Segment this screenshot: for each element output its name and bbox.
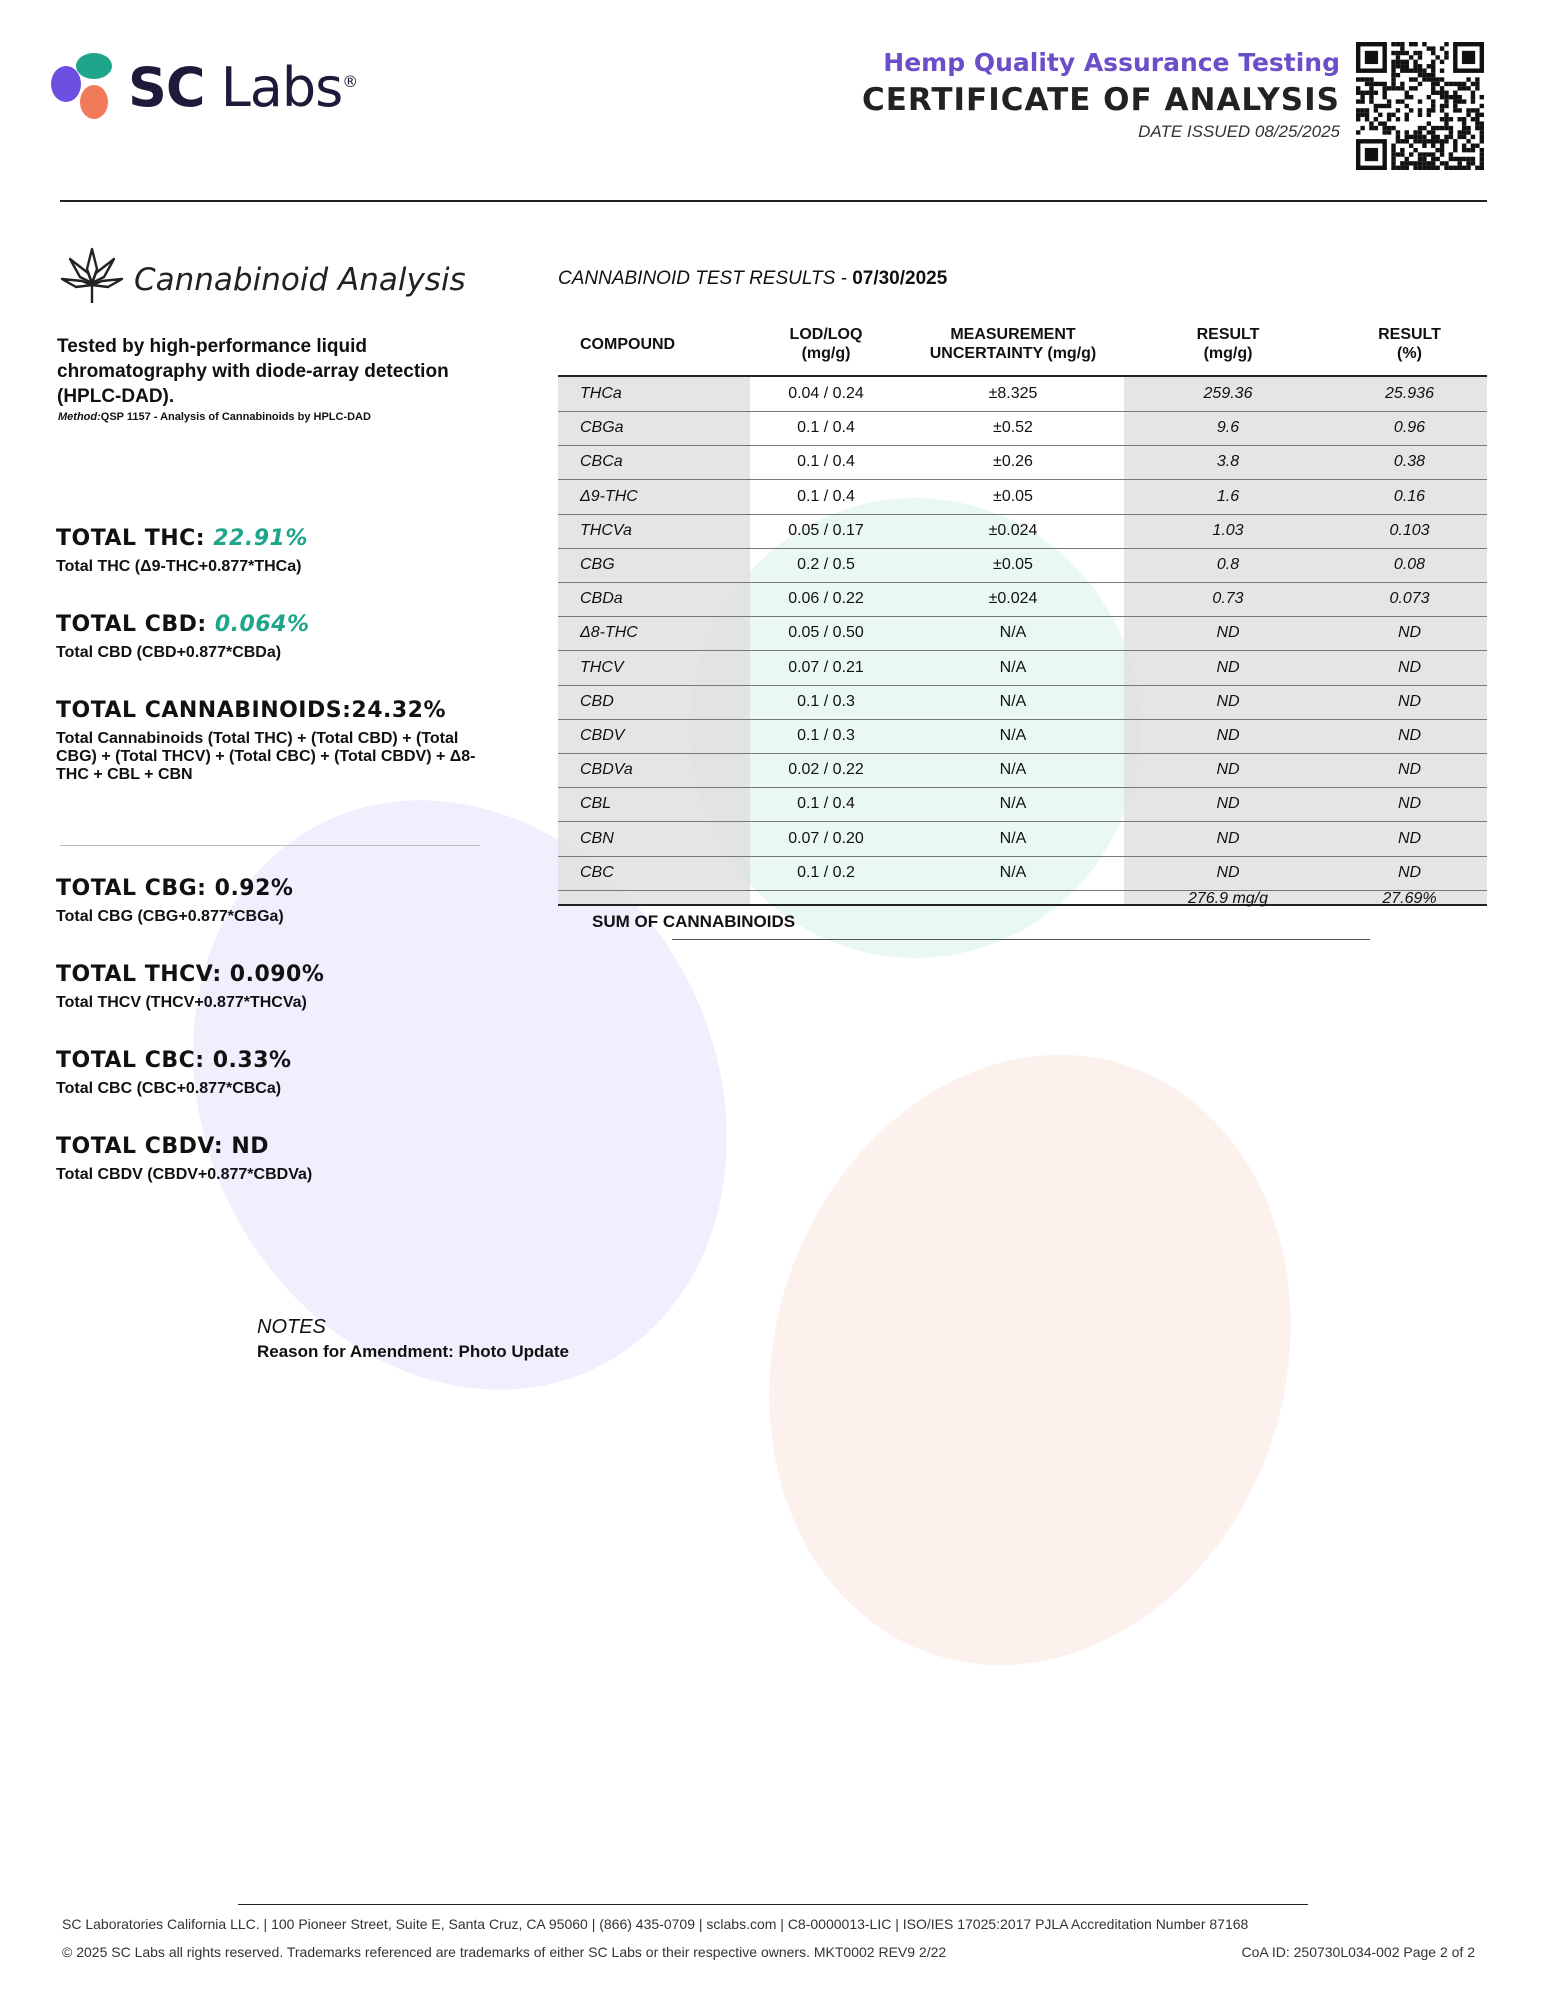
cell-lodloq: 0.02 / 0.22 <box>788 761 864 779</box>
cell-compound: CBG <box>580 556 615 573</box>
notes-text: Reason for Amendment: Photo Update <box>257 1342 569 1361</box>
method-line <box>58 411 371 423</box>
table-row <box>558 445 1487 480</box>
brand-bold: SC <box>128 56 205 119</box>
total-formula: Total CBDV (CBDV+0.877*CBDVa) <box>56 1166 313 1183</box>
cell-uncertainty: ±8.325 <box>988 385 1038 402</box>
cell-result-pct: ND <box>1397 863 1422 881</box>
total-heading <box>56 526 308 551</box>
cell-uncertainty: ±0.024 <box>988 590 1038 608</box>
cell-uncertainty: ±0.05 <box>993 487 1033 505</box>
qr-code-icon[interactable] <box>1356 42 1484 170</box>
cell-result-pct: 0.08 <box>1393 556 1426 573</box>
section-title: Cannabinoid Analysis <box>134 262 466 298</box>
total-formula: Total CBG (CBG+0.877*CBGa) <box>56 908 284 925</box>
brand-light: Labs <box>204 56 343 119</box>
cell-uncertainty: N/A <box>999 863 1027 881</box>
total-label: TOTAL CBG: <box>56 876 215 901</box>
sum-pct: 27.69% <box>1382 890 1437 907</box>
cell-lodloq: 0.2 / 0.5 <box>797 556 855 573</box>
qr-code[interactable] <box>1356 42 1484 170</box>
total-formula: Total CBC (CBC+0.877*CBCa) <box>56 1080 282 1097</box>
total-value: 0.33% <box>212 1048 292 1073</box>
total-value: ND <box>231 1134 270 1159</box>
total-formula: Total CBD (CBD+0.877*CBDa) <box>56 644 282 661</box>
cell-uncertainty: N/A <box>999 761 1027 779</box>
date-issued: DATE ISSUED 08/25/2025 <box>1138 122 1340 141</box>
brand-registered: ® <box>342 72 358 91</box>
cell-uncertainty: N/A <box>999 829 1027 847</box>
cell-compound: THCV <box>580 658 624 676</box>
table-row <box>558 411 1487 446</box>
total-label: TOTAL THC: <box>56 526 214 551</box>
total-formula: Total Cannabinoids (Total THC) + (Total CBD) + (Total CBG) + (Total THCV) + (Total CBC) + (Total CBDV) + Δ8-THC + CBL + CBN <box>56 730 476 783</box>
cell-compound: CBDV <box>580 727 625 744</box>
cell-lodloq: 0.05 / 0.17 <box>788 521 864 539</box>
cell-result-mg: ND <box>1216 795 1240 813</box>
total-label: TOTAL THCV: <box>56 962 230 987</box>
cell-uncertainty: N/A <box>999 692 1027 710</box>
header-subtitle: Hemp Quality Assurance Testing <box>883 48 1340 77</box>
sc-labs-logo-icon <box>50 50 120 122</box>
cell-compound: CBDVa <box>580 761 633 779</box>
total-value: 0.090% <box>229 962 325 987</box>
table-row <box>558 856 1487 891</box>
cell-lodloq: 0.1 / 0.4 <box>797 453 855 471</box>
cell-result-pct: ND <box>1397 658 1422 676</box>
sum-underline <box>672 939 1370 940</box>
cell-result-mg: ND <box>1216 761 1240 779</box>
cell-result-mg: 0.73 <box>1212 590 1244 608</box>
header-result-mg: RESULT (mg/g) <box>1196 326 1260 362</box>
cell-uncertainty: ±0.05 <box>993 556 1033 573</box>
header-lodloq: LOD/LOQ (mg/g) <box>789 326 863 362</box>
header-result-pct: RESULT (%) <box>1378 326 1441 362</box>
method-text: QSP 1157 - Analysis of Cannabinoids by HPLC-DAD <box>100 411 371 423</box>
total-label: TOTAL CBD: <box>56 612 215 637</box>
cell-lodloq: 0.07 / 0.21 <box>788 658 864 676</box>
cell-result-mg: 1.03 <box>1212 521 1244 539</box>
total-heading <box>56 962 324 987</box>
cell-uncertainty: ±0.52 <box>993 419 1033 437</box>
cell-result-mg: ND <box>1216 658 1240 676</box>
cell-result-pct: 0.073 <box>1389 590 1430 608</box>
cell-result-mg: ND <box>1216 863 1240 881</box>
cell-result-pct: 25.936 <box>1385 385 1434 402</box>
table-caption-date: 07/30/2025 <box>852 268 948 289</box>
cell-lodloq: 0.07 / 0.20 <box>788 829 864 847</box>
total-value: 24.32% <box>351 698 447 723</box>
sc-labs-logo <box>50 48 358 128</box>
table-row <box>558 582 1487 617</box>
table-row <box>558 753 1487 788</box>
table-row <box>558 616 1487 651</box>
footer-address: SC Laboratories California LLC. | 100 Pioneer Street, Suite E, Santa Cruz, CA 95060 | (866) 435-0709 | sclabs.com | C8-0000013-LIC | ISO/IES 17025:2017 PJLA Accreditation Number 87168 <box>62 1916 1249 1932</box>
cell-result-mg: 9.6 <box>1216 419 1240 437</box>
cell-uncertainty: N/A <box>999 795 1027 813</box>
cell-compound: THCVa <box>580 521 632 539</box>
table-row <box>558 548 1487 583</box>
cell-result-mg: 0.8 <box>1216 556 1240 573</box>
cell-lodloq: 0.04 / 0.24 <box>788 385 864 402</box>
footer-coa-id: CoA ID: 250730L034-002 Page 2 of 2 <box>1241 1944 1475 1960</box>
cell-uncertainty: ±0.26 <box>993 453 1033 471</box>
total-value: 22.91% <box>213 526 308 551</box>
total-label: TOTAL CBC: <box>56 1048 213 1073</box>
cell-lodloq: 0.06 / 0.22 <box>788 590 864 608</box>
cell-compound: CBCa <box>580 453 623 471</box>
cell-compound: CBD <box>580 692 614 710</box>
notes-heading: NOTES <box>257 1316 326 1338</box>
table-row <box>558 514 1487 549</box>
cell-result-mg: 1.6 <box>1216 487 1240 505</box>
cell-result-pct: 0.38 <box>1393 453 1426 471</box>
cell-uncertainty: N/A <box>999 624 1027 642</box>
header-compound: COMPOUND <box>580 336 676 353</box>
method-description: Tested by high-performance liquid chromatography with diode-array detection (HPLC-DAD). <box>57 336 449 407</box>
cell-compound: Δ9-THC <box>580 487 638 505</box>
totals-divider <box>60 845 480 846</box>
cell-lodloq: 0.1 / 0.3 <box>797 692 855 710</box>
cell-lodloq: 0.1 / 0.4 <box>797 795 855 813</box>
footer-divider <box>238 1904 1308 1905</box>
total-heading <box>56 876 293 901</box>
footer-copyright: © 2025 SC Labs all rights reserved. Trademarks referenced are trademarks of either SC Labs or their respective owners. MKT0002 REV9 2/22 <box>62 1944 947 1960</box>
total-label: TOTAL CBDV: <box>56 1134 232 1159</box>
cell-result-mg: ND <box>1216 624 1240 642</box>
cell-result-pct: ND <box>1397 829 1422 847</box>
cell-result-pct: ND <box>1397 727 1422 744</box>
cell-result-mg: 259.36 <box>1203 385 1253 402</box>
cell-result-pct: 0.16 <box>1393 487 1426 505</box>
cell-result-pct: ND <box>1397 795 1422 813</box>
cell-compound: THCa <box>580 385 622 402</box>
header-divider <box>60 200 1487 202</box>
sum-mg: 276.9 mg/g <box>1187 890 1269 907</box>
table-row <box>558 822 1487 857</box>
total-heading <box>56 1134 269 1159</box>
cannabis-leaf-icon <box>60 245 124 307</box>
cell-lodloq: 0.1 / 0.3 <box>797 727 855 744</box>
cell-result-mg: ND <box>1216 727 1240 744</box>
table-row <box>558 480 1487 515</box>
total-heading <box>56 1048 292 1073</box>
decorative-orange-blob <box>692 986 1369 1733</box>
cell-compound: CBGa <box>580 419 624 437</box>
total-heading <box>56 612 310 637</box>
sum-label: SUM OF CANNABINOIDS <box>592 912 796 931</box>
cell-result-mg: ND <box>1216 829 1240 847</box>
table-caption <box>558 268 947 290</box>
cell-uncertainty: N/A <box>999 658 1027 676</box>
table-row <box>558 377 1487 412</box>
total-value: 0.92% <box>214 876 294 901</box>
cell-result-pct: 0.96 <box>1393 419 1426 437</box>
cell-uncertainty: N/A <box>999 727 1027 744</box>
cell-lodloq: 0.1 / 0.2 <box>797 863 855 881</box>
total-heading <box>56 698 446 723</box>
cell-lodloq: 0.05 / 0.50 <box>788 624 864 642</box>
cell-lodloq: 0.1 / 0.4 <box>797 487 855 505</box>
cell-compound: CBC <box>580 863 614 881</box>
table-row <box>558 685 1487 720</box>
table-row <box>558 787 1487 822</box>
total-label: TOTAL CANNABINOIDS: <box>56 698 352 723</box>
cell-compound: Δ8-THC <box>580 624 638 642</box>
cell-compound: CBN <box>580 829 614 847</box>
table-caption-prefix: CANNABINOID TEST RESULTS - <box>558 268 853 289</box>
cell-result-pct: ND <box>1397 624 1422 642</box>
cell-lodloq: 0.1 / 0.4 <box>797 419 855 437</box>
header-uncertainty: MEASUREMENT UNCERTAINTY (mg/g) <box>929 326 1097 362</box>
cell-result-pct: 0.103 <box>1389 521 1430 539</box>
table-row <box>558 651 1487 686</box>
table-row <box>558 719 1487 754</box>
cell-compound: CBDa <box>580 590 623 608</box>
cell-compound: CBL <box>580 795 612 813</box>
total-formula: Total THCV (THCV+0.877*THCVa) <box>56 994 307 1011</box>
cell-result-mg: ND <box>1216 692 1240 710</box>
method-label: Method: <box>58 411 101 423</box>
total-value: 0.064% <box>214 612 310 637</box>
cell-result-pct: ND <box>1397 692 1422 710</box>
cell-result-pct: ND <box>1397 761 1422 779</box>
header-title: CERTIFICATE OF ANALYSIS <box>861 82 1340 118</box>
total-formula: Total THC (Δ9-THC+0.877*THCa) <box>56 558 302 575</box>
cell-uncertainty: ±0.024 <box>988 521 1038 539</box>
cell-result-mg: 3.8 <box>1216 453 1240 471</box>
